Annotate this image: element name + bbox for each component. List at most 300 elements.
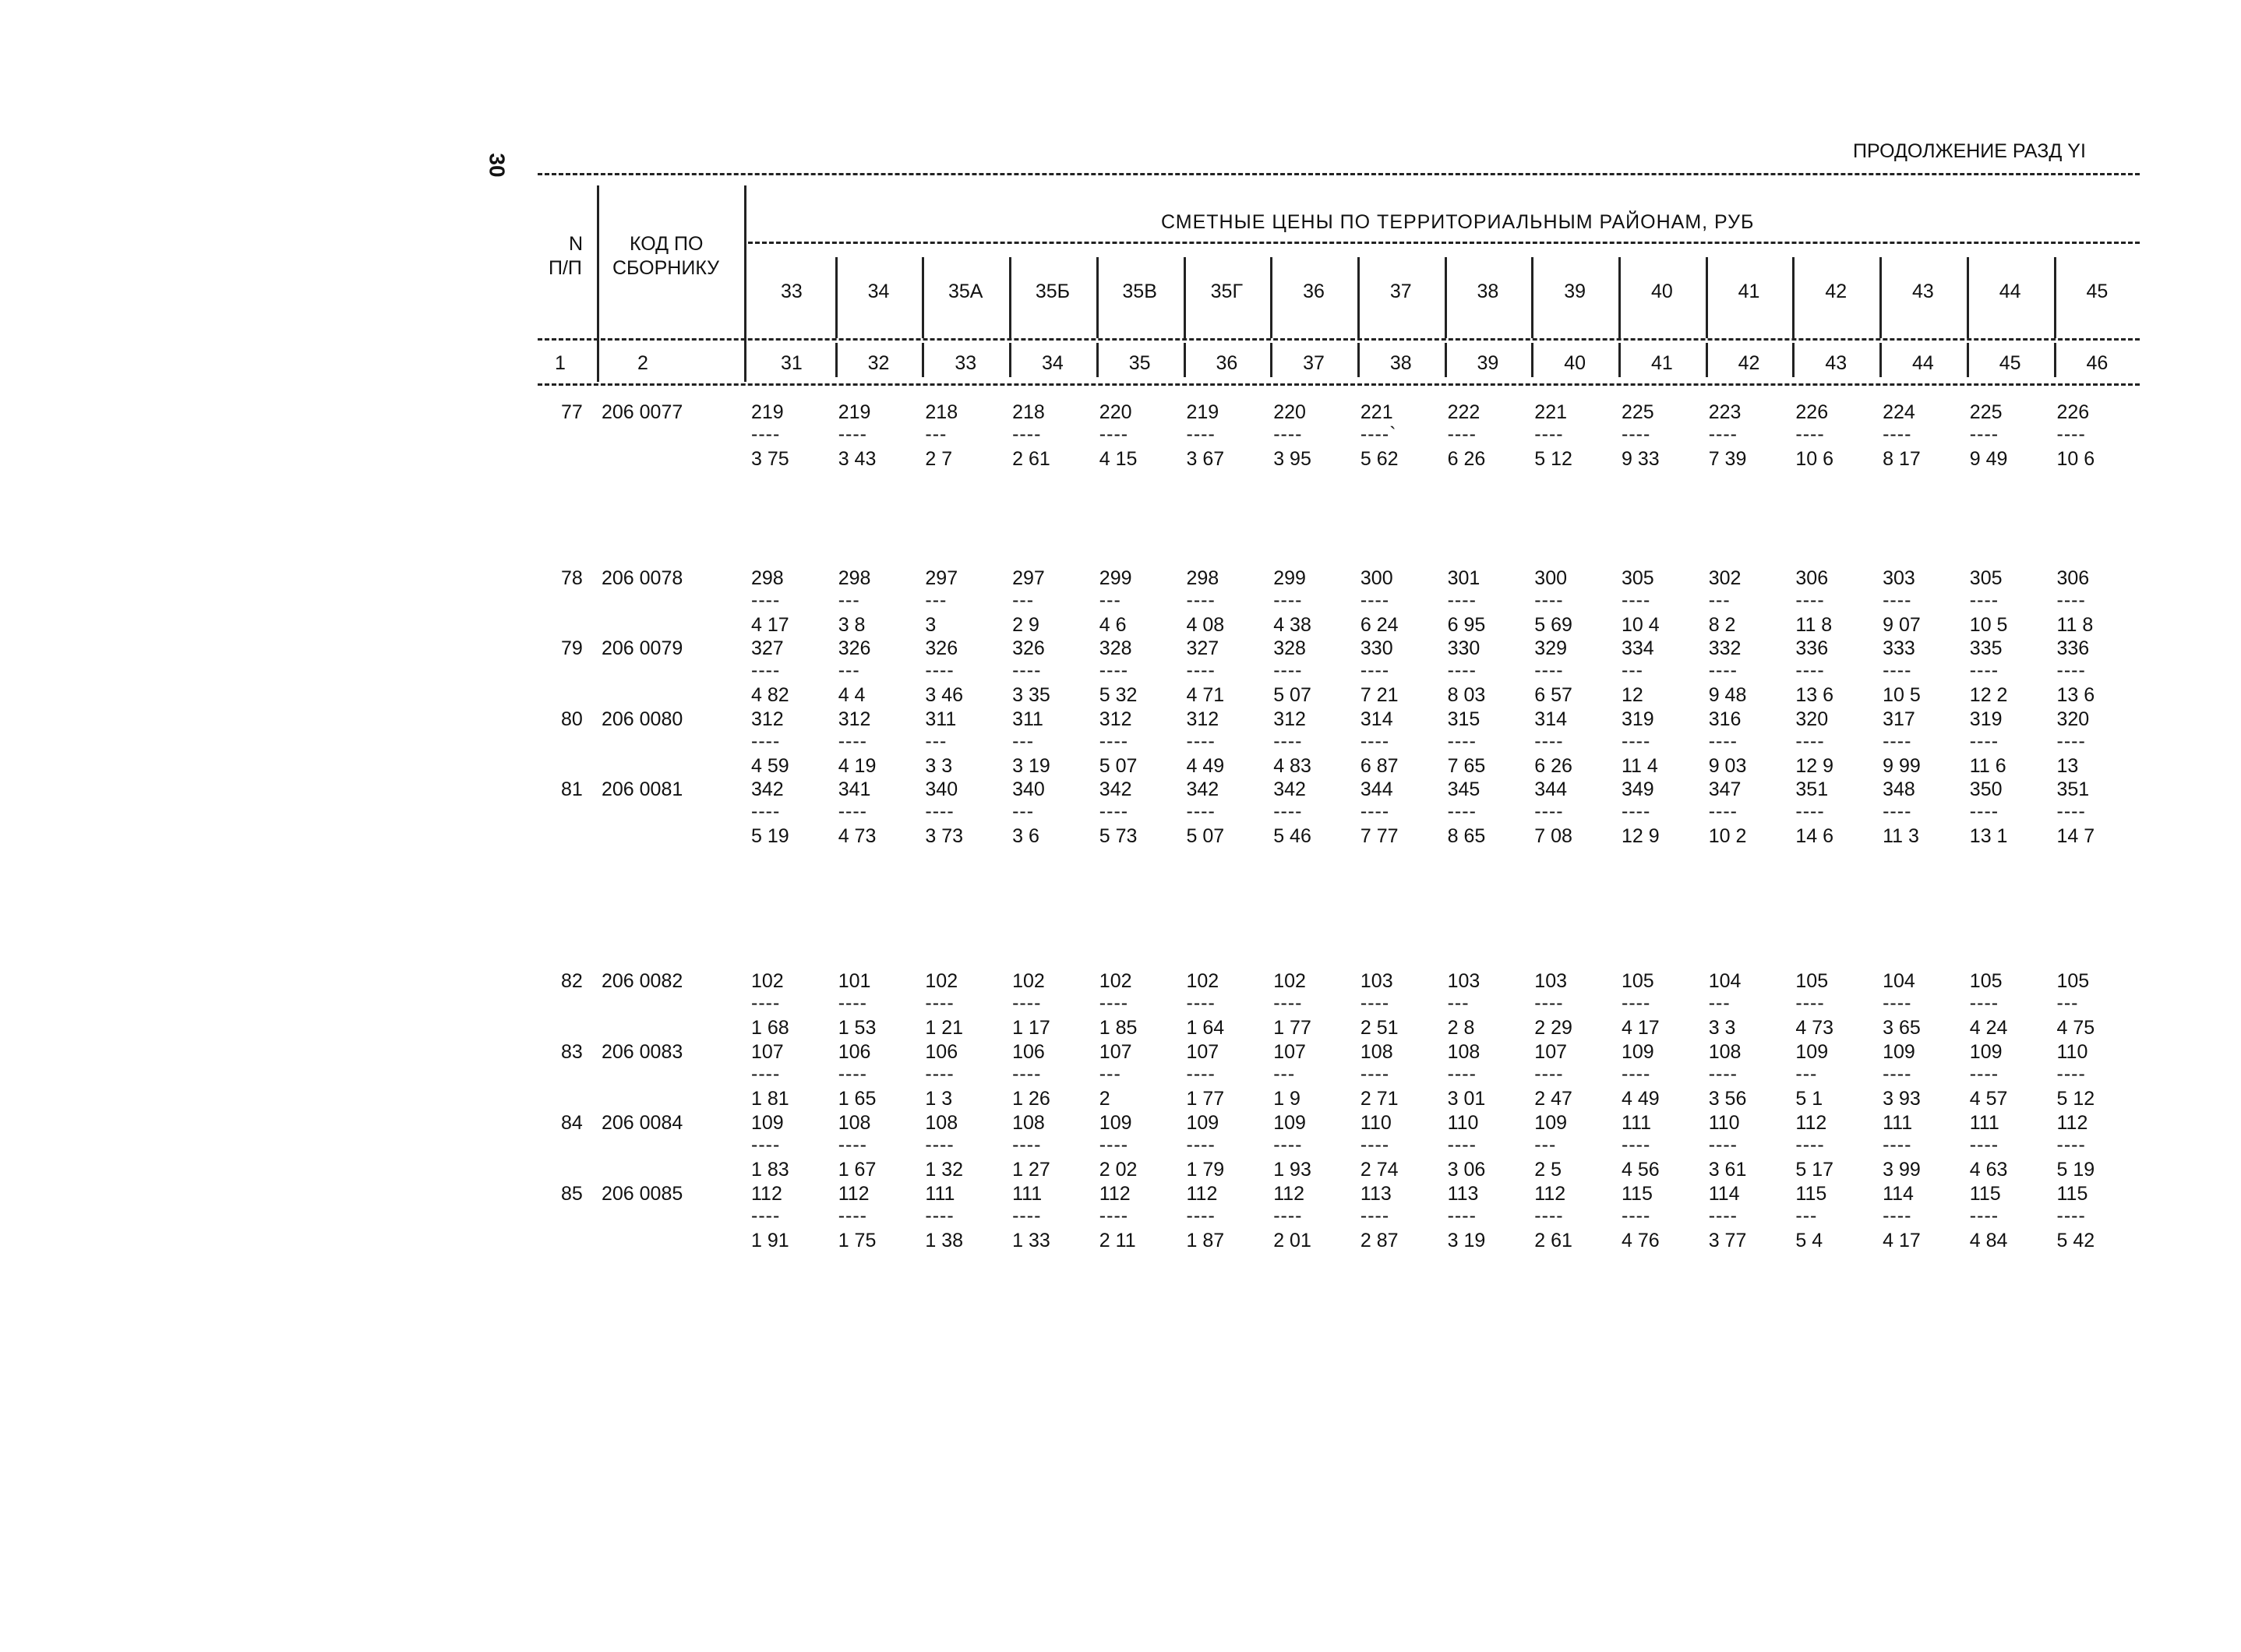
fraction-bar: ----: [2056, 589, 2086, 611]
fraction-bar: ----: [1534, 1205, 1564, 1227]
district-divider: [1792, 257, 1795, 338]
column-number: 38: [1389, 352, 1412, 374]
price-value: 107: [1099, 1041, 1132, 1063]
cost-value: 13 6: [1795, 684, 1834, 706]
district-code: 39: [1564, 281, 1586, 302]
fraction-bar: ----: [1795, 730, 1825, 752]
fraction-bar: ----: [1795, 800, 1825, 822]
cost-value: 10 4: [1622, 614, 1660, 636]
cost-value: 8 2: [1708, 614, 1736, 636]
fraction-bar: ----: [838, 1134, 867, 1156]
price-value: 219: [838, 401, 871, 423]
cost-value: 1 81: [751, 1088, 789, 1110]
fraction-bar: ----: [1883, 589, 1912, 611]
row-code: 206 0080: [602, 708, 683, 730]
price-value: 314: [1534, 708, 1568, 730]
cost-value: 1 93: [1273, 1159, 1311, 1181]
cost-value: 8 03: [1447, 684, 1486, 706]
price-value: 102: [751, 970, 784, 992]
fraction-bar: ----: [1099, 659, 1129, 681]
price-value: 306: [2056, 567, 2090, 589]
cost-value: 1 3: [925, 1088, 953, 1110]
cost-value: 4 49: [1186, 755, 1225, 777]
fraction-bar: ----: [838, 730, 867, 752]
cost-value: 1 27: [1012, 1159, 1050, 1181]
row-code: 206 0077: [602, 401, 683, 423]
fraction-bar: ---: [1012, 589, 1035, 611]
district-code: 35Г: [1210, 281, 1244, 302]
fraction-bar: ---: [1273, 1063, 1296, 1085]
cost-value: 3 67: [1186, 448, 1225, 470]
price-value: 107: [1534, 1041, 1568, 1063]
cost-value: 5 12: [2056, 1088, 2095, 1110]
cost-value: 4 24: [1969, 1017, 2008, 1039]
price-value: 112: [751, 1183, 782, 1205]
cost-value: 3 01: [1447, 1088, 1486, 1110]
code-label-2: СБОРНИКУ: [612, 257, 720, 279]
cost-value: 3 19: [1447, 1230, 1486, 1251]
price-value: 326: [925, 637, 958, 659]
cost-value: 12 2: [1969, 684, 2008, 706]
fraction-bar: ----: [1186, 1134, 1216, 1156]
cost-value: 1 21: [925, 1017, 964, 1039]
cost-value: 4 63: [1969, 1159, 2008, 1181]
district-code: 36: [1303, 281, 1325, 302]
fraction-bar: ----: [751, 423, 781, 445]
cost-value: 2: [1099, 1088, 1110, 1110]
price-value: 110: [1447, 1112, 1479, 1134]
fraction-bar: ----: [1969, 992, 1999, 1014]
cost-value: 5 4: [1795, 1230, 1823, 1251]
row-number: 84: [561, 1112, 583, 1134]
fraction-bar: ----: [1273, 589, 1303, 611]
fraction-bar: ----: [2056, 423, 2086, 445]
fraction-bar: ----: [1447, 423, 1477, 445]
cost-value: 1 91: [751, 1230, 789, 1251]
price-value: 328: [1099, 637, 1132, 659]
price-value: 115: [2056, 1183, 2088, 1205]
fraction-bar: ----: [1099, 800, 1129, 822]
price-value: 351: [2056, 778, 2090, 800]
fraction-bar: ----: [1622, 1134, 1651, 1156]
fraction-bar: ----: [1447, 730, 1477, 752]
cost-value: 1 65: [838, 1088, 877, 1110]
fraction-bar: ----: [1447, 800, 1477, 822]
fraction-bar: ---: [1099, 1063, 1121, 1085]
cost-value: 4 38: [1273, 614, 1311, 636]
price-value: 326: [1012, 637, 1045, 659]
fraction-bar: ----: [1708, 1134, 1738, 1156]
price-value: 319: [1622, 708, 1654, 730]
fraction-bar: ----: [1883, 1205, 1912, 1227]
fraction-bar: ----: [1447, 1063, 1477, 1085]
fraction-bar: ---: [1795, 1205, 1818, 1227]
cost-value: 5 46: [1273, 825, 1311, 847]
price-value: 107: [1273, 1041, 1306, 1063]
cost-value: 5 19: [2056, 1159, 2095, 1181]
price-value: 103: [1447, 970, 1480, 992]
cost-value: 1 77: [1273, 1017, 1311, 1039]
fraction-bar: ----: [838, 423, 867, 445]
fraction-bar: ----: [1186, 800, 1216, 822]
cost-value: 4 17: [1622, 1017, 1660, 1039]
cost-value: 7 39: [1708, 448, 1747, 470]
fraction-bar: ----: [1186, 589, 1216, 611]
fraction-bar: ---: [1447, 992, 1470, 1014]
cost-value: 2 61: [1534, 1230, 1572, 1251]
price-value: 112: [1099, 1183, 1131, 1205]
price-value: 312: [1186, 708, 1219, 730]
district-code: 35В: [1122, 281, 1157, 302]
price-value: 327: [751, 637, 784, 659]
cost-value: 1 67: [838, 1159, 877, 1181]
column-number: 43: [1825, 352, 1848, 374]
price-value: 311: [925, 708, 957, 730]
fraction-bar: ---: [1012, 800, 1035, 822]
price-value: 297: [1012, 567, 1045, 589]
price-value: 327: [1186, 637, 1219, 659]
district-divider: [1096, 257, 1099, 338]
price-value: 114: [1708, 1183, 1740, 1205]
cost-value: 2 5: [1534, 1159, 1562, 1181]
price-value: 328: [1273, 637, 1306, 659]
fraction-bar: ----: [1883, 1063, 1912, 1085]
price-value: 326: [838, 637, 871, 659]
cost-value: 6 95: [1447, 614, 1486, 636]
cost-value: 9 33: [1622, 448, 1660, 470]
cost-value: 11 4: [1622, 755, 1658, 777]
cost-value: 5 69: [1534, 614, 1572, 636]
fraction-bar: ----: [1534, 730, 1564, 752]
price-value: 315: [1447, 708, 1480, 730]
fraction-bar: ---: [1708, 992, 1731, 1014]
district-divider: [1184, 257, 1186, 338]
cost-value: 10 5: [1969, 614, 2008, 636]
price-value: 329: [1534, 637, 1568, 659]
fraction-bar: ----: [1273, 1205, 1303, 1227]
cost-value: 2 9: [1012, 614, 1039, 636]
price-value: 311: [1012, 708, 1043, 730]
cost-value: 4 75: [2056, 1017, 2095, 1039]
fraction-bar: ----: [1622, 589, 1651, 611]
price-value: 109: [1883, 1041, 1915, 1063]
fraction-bar: ----: [1969, 730, 1999, 752]
column-number: 46: [2086, 352, 2109, 374]
fraction-bar: ----: [838, 992, 867, 1014]
cost-value: 3: [925, 614, 937, 636]
price-value: 113: [1447, 1183, 1479, 1205]
cost-value: 1 33: [1012, 1230, 1050, 1251]
cost-value: 4 56: [1622, 1159, 1660, 1181]
district-divider: [1445, 257, 1447, 338]
cost-value: 13 1: [1969, 825, 2008, 847]
fraction-bar: ----: [2056, 800, 2086, 822]
cost-value: 1 83: [751, 1159, 789, 1181]
cost-value: 4 83: [1273, 755, 1311, 777]
cost-value: 3 19: [1012, 755, 1050, 777]
cost-value: 6 57: [1534, 684, 1572, 706]
price-value: 317: [1883, 708, 1915, 730]
price-value: 305: [1969, 567, 2003, 589]
cost-value: 1 32: [925, 1159, 964, 1181]
fraction-bar: ----: [1447, 589, 1477, 611]
price-value: 219: [1186, 401, 1219, 423]
price-value: 306: [1795, 567, 1829, 589]
price-value: 298: [1186, 567, 1219, 589]
fraction-bar: ----: [1622, 1063, 1651, 1085]
fraction-bar: ----: [1360, 589, 1390, 611]
cost-value: 1 85: [1099, 1017, 1138, 1039]
cost-value: 12 9: [1622, 825, 1660, 847]
price-value: 314: [1360, 708, 1393, 730]
cost-value: 7 08: [1534, 825, 1572, 847]
cost-value: 3 99: [1883, 1159, 1921, 1181]
cost-value: 3 3: [925, 755, 953, 777]
cost-value: 5 07: [1273, 684, 1311, 706]
price-value: 300: [1534, 567, 1568, 589]
fraction-bar: ----: [1360, 659, 1390, 681]
price-value: 109: [1273, 1112, 1306, 1134]
fraction-bar: ----: [1273, 1134, 1303, 1156]
row-number: 83: [561, 1041, 583, 1063]
district-divider: [835, 257, 838, 338]
cost-value: 8 17: [1883, 448, 1921, 470]
header-mid-rule: [538, 338, 2140, 341]
cost-value: 5 42: [2056, 1230, 2095, 1251]
fraction-bar: ----: [1273, 659, 1303, 681]
fraction-bar: ----: [1622, 1205, 1651, 1227]
cost-value: 2 7: [925, 448, 953, 470]
price-value: 109: [1534, 1112, 1568, 1134]
cost-value: 6 26: [1447, 448, 1486, 470]
fraction-bar: ----: [1708, 1205, 1738, 1227]
cost-value: 9 99: [1883, 755, 1921, 777]
district-divider: [744, 257, 746, 338]
cost-value: 4 59: [751, 755, 789, 777]
colnum-divider: [1184, 343, 1186, 377]
price-value: 224: [1883, 401, 1915, 423]
cost-value: 2 29: [1534, 1017, 1572, 1039]
price-value: 108: [1708, 1041, 1742, 1063]
fraction-bar: ----: [838, 1063, 867, 1085]
fraction-bar: ----: [1273, 730, 1303, 752]
district-divider: [2054, 257, 2056, 338]
fraction-bar: ----: [1447, 659, 1477, 681]
cost-value: 5 73: [1099, 825, 1138, 847]
cost-value: 4 6: [1099, 614, 1127, 636]
fraction-bar: ----: [1186, 423, 1216, 445]
fraction-bar: ----: [1883, 1134, 1912, 1156]
price-value: 111: [1969, 1112, 1999, 1134]
cost-value: 4 57: [1969, 1088, 2008, 1110]
price-value: 108: [925, 1112, 958, 1134]
colnum-divider: [1618, 343, 1621, 377]
cost-value: 2 01: [1273, 1230, 1311, 1251]
district-code: 38: [1477, 281, 1499, 302]
fraction-bar: ----: [1622, 730, 1651, 752]
price-value: 107: [751, 1041, 784, 1063]
price-value: 111: [1622, 1112, 1652, 1134]
cost-value: 1 38: [925, 1230, 964, 1251]
code-label: КОД ПО: [630, 233, 704, 255]
row-code: 206 0084: [602, 1112, 683, 1134]
fraction-bar: ----: [2056, 659, 2086, 681]
row-number: 79: [561, 637, 583, 659]
cost-value: 10 2: [1708, 825, 1747, 847]
colnum-divider: [1706, 343, 1708, 377]
cost-value: 2 71: [1360, 1088, 1399, 1110]
fraction-bar: ----: [1012, 659, 1042, 681]
price-value: 301: [1447, 567, 1480, 589]
price-value: 347: [1708, 778, 1742, 800]
fraction-bar: ---: [838, 659, 860, 681]
price-value: 105: [1622, 970, 1654, 992]
fraction-bar: ----: [1273, 992, 1303, 1014]
district-code: 45: [2086, 281, 2109, 302]
cost-value: 1 87: [1186, 1230, 1225, 1251]
cost-value: 3 61: [1708, 1159, 1747, 1181]
cost-value: 5 12: [1534, 448, 1572, 470]
fraction-bar: ----: [1534, 800, 1564, 822]
price-value: 348: [1883, 778, 1915, 800]
row-number: 85: [561, 1183, 583, 1205]
price-value: 109: [1099, 1112, 1132, 1134]
cost-value: 3 3: [1708, 1017, 1736, 1039]
district-code: 44: [1999, 281, 2021, 302]
column-number: 36: [1216, 352, 1238, 374]
row-number: 81: [561, 778, 583, 800]
row-number: 82: [561, 970, 583, 992]
price-value: 110: [1708, 1112, 1740, 1134]
cost-value: 1 75: [838, 1230, 877, 1251]
price-value: 110: [1360, 1112, 1392, 1134]
district-divider: [922, 257, 924, 338]
fraction-bar: ----: [1534, 1063, 1564, 1085]
cost-value: 2 87: [1360, 1230, 1399, 1251]
fraction-bar: ----: [1534, 992, 1564, 1014]
row-code: 206 0078: [602, 567, 683, 589]
price-value: 111: [1883, 1112, 1913, 1134]
fraction-bar: ----: [1360, 992, 1390, 1014]
price-value: 349: [1622, 778, 1654, 800]
fraction-bar: ----: [1622, 423, 1651, 445]
cost-value: 5 07: [1186, 825, 1225, 847]
price-value: 111: [925, 1183, 955, 1205]
cost-value: 7 21: [1360, 684, 1399, 706]
price-value: 102: [1186, 970, 1219, 992]
cost-value: 4 08: [1186, 614, 1225, 636]
fraction-bar: ----: [1360, 1134, 1390, 1156]
cost-value: 4 19: [838, 755, 877, 777]
colnum-divider: [1792, 343, 1795, 377]
price-value: 340: [1012, 778, 1045, 800]
fraction-bar: ----: [925, 1205, 955, 1227]
fraction-bar: ----: [1186, 1063, 1216, 1085]
cost-value: 4 84: [1969, 1230, 2008, 1251]
cost-value: 1 17: [1012, 1017, 1050, 1039]
price-value: 110: [2056, 1041, 2088, 1063]
fraction-bar: ----: [751, 730, 781, 752]
fraction-bar: ---: [925, 589, 948, 611]
top-rule: [538, 173, 2140, 175]
price-value: 218: [925, 401, 958, 423]
row-code: 206 0085: [602, 1183, 683, 1205]
price-value: 316: [1708, 708, 1742, 730]
price-value: 223: [1708, 401, 1742, 423]
fraction-bar: ----: [1795, 659, 1825, 681]
fraction-bar: ----: [1186, 730, 1216, 752]
cost-value: 2 8: [1447, 1017, 1475, 1039]
colnum-divider: [1531, 343, 1533, 377]
fraction-bar: ----: [838, 1205, 867, 1227]
price-value: 336: [2056, 637, 2090, 659]
row-code: 206 0079: [602, 637, 683, 659]
fraction-bar: ----: [1708, 659, 1738, 681]
fraction-bar: ----`: [1360, 423, 1397, 445]
cost-value: 12: [1622, 684, 1643, 706]
cost-value: 11 8: [2056, 614, 2094, 636]
cost-value: 3 35: [1012, 684, 1050, 706]
fraction-bar: ----: [1708, 800, 1738, 822]
column-number: 37: [1303, 352, 1325, 374]
price-value: 299: [1273, 567, 1306, 589]
price-value: 104: [1708, 970, 1742, 992]
fraction-bar: ----: [1534, 423, 1564, 445]
cost-value: 1 53: [838, 1017, 877, 1039]
fraction-bar: ----: [1969, 659, 1999, 681]
cost-value: 7 65: [1447, 755, 1486, 777]
price-value: 115: [1795, 1183, 1827, 1205]
fraction-bar: ---: [925, 423, 948, 445]
price-value: 114: [1883, 1183, 1914, 1205]
price-value: 108: [838, 1112, 871, 1134]
cost-value: 5 62: [1360, 448, 1399, 470]
cost-value: 4 73: [838, 825, 877, 847]
cost-value: 3 65: [1883, 1017, 1921, 1039]
price-value: 226: [1795, 401, 1829, 423]
price-value: 221: [1360, 401, 1393, 423]
cost-value: 10 6: [2056, 448, 2095, 470]
cost-value: 11 3: [1883, 825, 1919, 847]
fraction-bar: ----: [1447, 1134, 1477, 1156]
price-value: 226: [2056, 401, 2090, 423]
fraction-bar: ----: [1186, 992, 1216, 1014]
cost-value: 10 6: [1795, 448, 1834, 470]
price-value: 350: [1969, 778, 2003, 800]
cost-value: 2 61: [1012, 448, 1050, 470]
fraction-bar: ----: [1360, 1063, 1390, 1085]
fraction-bar: ----: [1622, 992, 1651, 1014]
price-value: 101: [838, 970, 871, 992]
price-value: 225: [1969, 401, 2003, 423]
fraction-bar: ----: [751, 800, 781, 822]
cost-value: 6 87: [1360, 755, 1399, 777]
price-value: 108: [1012, 1112, 1045, 1134]
price-value: 340: [925, 778, 958, 800]
fraction-bar: ----: [925, 659, 955, 681]
price-value: 297: [925, 567, 958, 589]
fraction-bar: ----: [1099, 423, 1129, 445]
fraction-bar: ----: [1360, 1205, 1390, 1227]
cost-value: 1 9: [1273, 1088, 1300, 1110]
price-value: 221: [1534, 401, 1568, 423]
fraction-bar: ----: [1012, 423, 1042, 445]
colnum-divider: [1009, 343, 1011, 377]
cost-value: 3 6: [1012, 825, 1039, 847]
price-value: 109: [1795, 1041, 1829, 1063]
price-value: 334: [1622, 637, 1654, 659]
cost-value: 8 65: [1447, 825, 1486, 847]
